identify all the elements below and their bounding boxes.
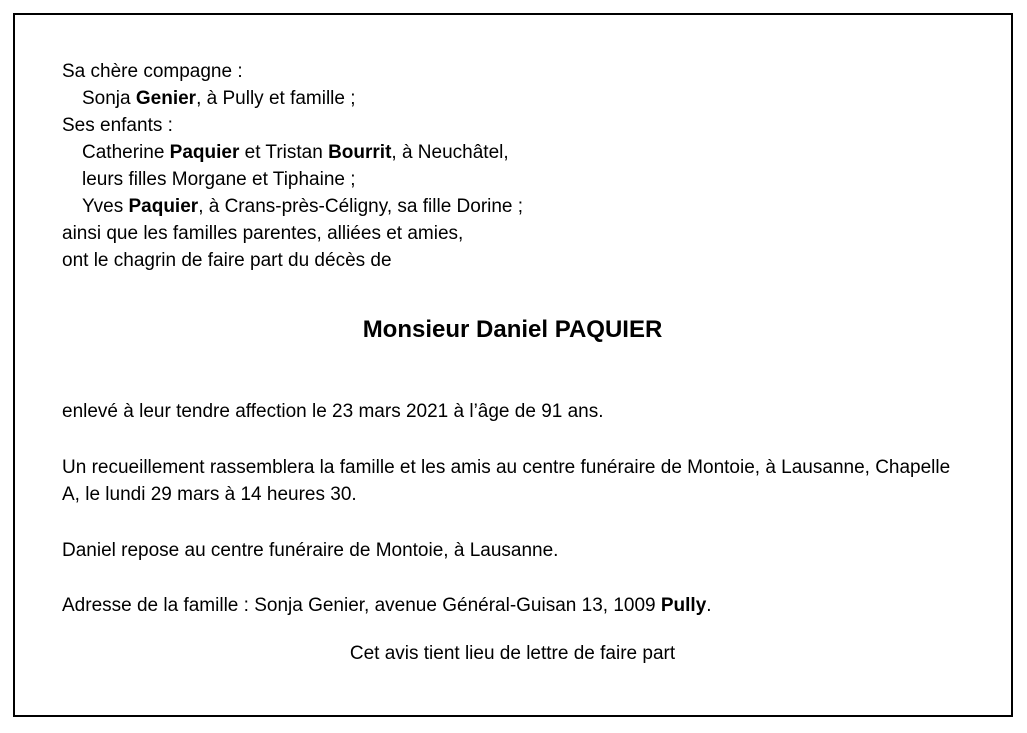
paragraph — [62, 640, 963, 667]
text: . — [706, 595, 712, 616]
text: ainsi que les familles parentes, alliées et amies, — [62, 223, 464, 244]
text: , à Pully et famille ; — [196, 88, 356, 109]
text: Un recueillement rassemblera la famille et les amis au centre funéraire de Montoie, à Lausanne, Chapelle A, le lundi 29 mars à 14 heures 30. — [62, 457, 951, 505]
text: et Tristan — [239, 142, 329, 163]
text: Adresse de la famille : Sonja Genier, avenue Général-Guisan 13, 1009 — [62, 595, 661, 616]
intro-line — [62, 85, 963, 112]
intro-line — [62, 112, 963, 139]
paragraphs-block — [62, 398, 963, 667]
bold-text: Paquier — [169, 142, 240, 163]
text: enlevé à leur tendre affection le 23 mars 2021 à l’âge de 91 ans. — [62, 401, 604, 422]
text: ont le chagrin de faire part du décès de — [62, 250, 392, 271]
text: , à Neuchâtel, — [391, 142, 509, 163]
text: Catherine — [82, 142, 170, 163]
bold-text: Paquier — [128, 196, 199, 217]
bold-text: Bourrit — [328, 142, 392, 163]
paragraph — [62, 398, 963, 425]
deceased-name-title: Monsieur Daniel PAQUIER — [362, 316, 663, 343]
text: , à Crans-près-Céligny, sa fille Dorine ; — [198, 196, 524, 217]
intro-line — [62, 58, 963, 85]
paragraph — [62, 454, 963, 508]
obituary-frame — [13, 13, 1013, 717]
intro-line — [62, 139, 963, 166]
text: Sa chère compagne : — [62, 61, 243, 82]
text: Yves — [82, 196, 129, 217]
intro-line — [62, 166, 963, 193]
bold-text: Pully — [660, 595, 707, 616]
text: Cet avis tient lieu de lettre de faire part — [349, 643, 676, 664]
text: Daniel repose au centre funéraire de Montoie, à Lausanne. — [62, 540, 559, 561]
text: leurs filles Morgane et Tiphaine ; — [82, 169, 356, 190]
bold-text: Genier — [135, 88, 197, 109]
text: Sonja — [82, 88, 136, 109]
text: Ses enfants : — [62, 115, 173, 136]
paragraph — [62, 537, 963, 564]
paragraph — [62, 592, 963, 619]
intro-line — [62, 193, 963, 220]
intro-line — [62, 220, 963, 247]
intro-line — [62, 247, 963, 274]
intro-block — [62, 58, 963, 274]
